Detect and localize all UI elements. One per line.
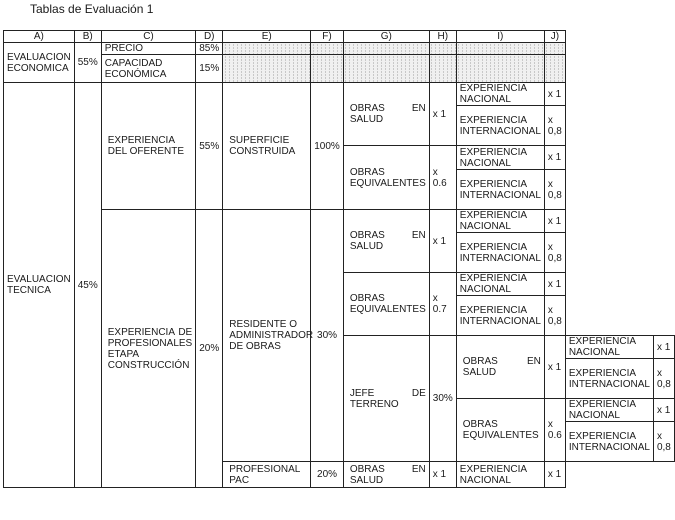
col-header-i: I) — [456, 31, 544, 43]
economica-row-precio — [4, 43, 675, 55]
obras-equivalentes-label: OBRAS EQUIVALENTES — [343, 146, 429, 210]
capacidad-label: CAPACIDAD ECONÓMICA — [101, 55, 195, 83]
shaded-cell — [311, 43, 344, 55]
residente-weight: 30% — [311, 210, 344, 462]
residente-label — [223, 210, 314, 462]
col-header-c: C) — [101, 31, 195, 43]
experiencia-nacional: EXPERIENCIA NACIONAL — [565, 336, 653, 359]
col-header-b: B) — [74, 31, 101, 43]
factor-cell: x 0,8 — [653, 422, 674, 462]
factor-cell: x 0,8 — [544, 170, 565, 210]
col-header-g: G) — [343, 31, 429, 43]
experiencia-internacional: EXPERIENCIA INTERNACIONAL — [456, 170, 544, 210]
shaded-cell — [429, 43, 456, 55]
experiencia-nacional: EXPERIENCIA NACIONAL — [456, 210, 544, 233]
factor-cell: x 1 — [544, 273, 565, 296]
profesionales-weight: 20% — [196, 210, 223, 488]
experiencia-nacional: EXPERIENCIA NACIONAL — [456, 83, 544, 106]
factor-cell: x 1 — [653, 399, 674, 422]
shaded-cell — [456, 43, 544, 55]
factor-cell: x 1 — [544, 83, 565, 106]
factor-cell: x 1 — [429, 210, 456, 273]
oferente-label: EXPERIENCIA DEL OFERENTE — [101, 83, 195, 210]
col-header-d: D) — [196, 31, 223, 43]
factor-cell: x 1 — [429, 462, 456, 488]
capacidad-weight: 15% — [196, 55, 223, 83]
shaded-cell — [343, 43, 429, 55]
superficie-label: SUPERFICIE CONSTRUIDA — [223, 83, 311, 210]
shaded-cell — [223, 43, 311, 55]
experiencia-internacional: EXPERIENCIA INTERNACIONAL — [565, 422, 653, 462]
precio-label: PRECIO — [101, 43, 195, 55]
residente-text: RESIDENTE O ADMINISTRADOR DE OBRAS — [229, 319, 314, 352]
superficie-weight: 100% — [311, 83, 344, 210]
experiencia-nacional: EXPERIENCIA NACIONAL — [456, 462, 544, 488]
factor-cell: x 1 — [429, 83, 456, 146]
experiencia-internacional: EXPERIENCIA INTERNACIONAL — [456, 296, 544, 336]
economica-row-capacidad — [4, 55, 675, 83]
economica-weight: 55% — [74, 43, 101, 83]
experiencia-internacional: EXPERIENCIA INTERNACIONAL — [565, 359, 653, 399]
factor-cell: x 1 — [544, 462, 565, 488]
factor-cell: x 1 — [544, 146, 565, 170]
col-header-j: J) — [544, 31, 565, 43]
oferente-weight: 55% — [196, 83, 223, 210]
jefe-weight: 30% — [429, 336, 456, 462]
header-row — [4, 31, 675, 43]
jefe-label: JEFE DE TERRENO — [343, 336, 429, 462]
factor-cell: x 0,8 — [653, 359, 674, 399]
factor-cell: x 1 — [544, 210, 565, 233]
shaded-cell — [544, 55, 565, 83]
pac-label: PROFESIONAL PAC — [223, 462, 311, 488]
experiencia-internacional: EXPERIENCIA INTERNACIONAL — [456, 106, 544, 146]
evaluation-table — [3, 30, 675, 488]
factor-cell: x 0,8 — [544, 106, 565, 146]
shaded-cell — [429, 55, 456, 83]
factor-cell: x 0.6 — [544, 399, 565, 462]
factor-cell: x 0.6 — [429, 146, 456, 210]
experiencia-nacional: EXPERIENCIA NACIONAL — [565, 399, 653, 422]
factor-cell: x 0.7 — [429, 273, 456, 336]
shaded-cell — [544, 43, 565, 55]
table-row — [4, 83, 675, 106]
shaded-cell — [456, 55, 544, 83]
obras-salud-label: OBRAS EN SALUD — [343, 83, 429, 146]
economica-label: EVALUACION ECONOMICA — [4, 43, 75, 83]
precio-weight: 85% — [196, 43, 223, 55]
factor-cell: x 0,8 — [544, 233, 565, 273]
experiencia-nacional: EXPERIENCIA NACIONAL — [456, 146, 544, 170]
obras-salud-label: OBRAS EN SALUD — [343, 462, 429, 488]
obras-salud-label: OBRAS EN SALUD — [343, 210, 429, 273]
obras-equivalentes-label: OBRAS EQUIVALENTES — [456, 399, 544, 462]
tecnica-weight: 45% — [74, 83, 101, 488]
obras-salud-label: OBRAS EN SALUD — [456, 336, 544, 399]
obras-equivalentes-label: OBRAS EQUIVALENTES — [343, 273, 429, 336]
col-header-e: E) — [223, 31, 311, 43]
shaded-cell — [223, 55, 311, 83]
table-row — [4, 210, 675, 233]
page-title: Tablas de Evaluación 1 — [30, 2, 154, 16]
shaded-cell — [311, 55, 344, 83]
col-header-a: A) — [4, 31, 75, 43]
col-header-h: H) — [429, 31, 456, 43]
tecnica-label: EVALUACION TECNICA — [4, 83, 75, 488]
experiencia-internacional: EXPERIENCIA INTERNACIONAL — [456, 233, 544, 273]
factor-cell: x 1 — [653, 336, 674, 359]
col-header-f: F) — [311, 31, 344, 43]
shaded-cell — [343, 55, 429, 83]
factor-cell: x 0,8 — [544, 296, 565, 336]
pac-weight: 20% — [311, 462, 344, 488]
profesionales-label: EXPERIENCIA DE PROFESIONALES ETAPA CONSTRUCCIÓN — [101, 210, 195, 488]
factor-cell: x 1 — [544, 336, 565, 399]
experiencia-nacional: EXPERIENCIA NACIONAL — [456, 273, 544, 296]
